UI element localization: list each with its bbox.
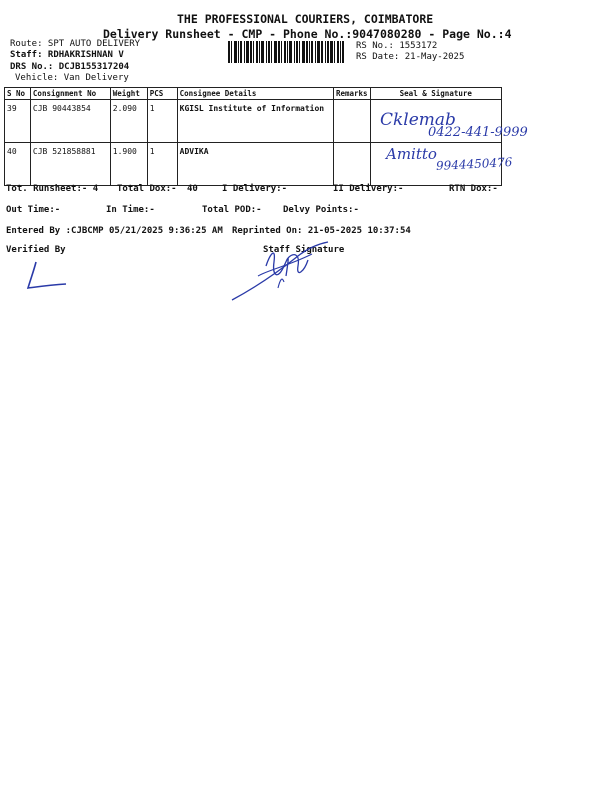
cell-weight: 1.900 bbox=[110, 143, 147, 186]
col-weight: Weight bbox=[110, 88, 147, 100]
runsheet-title: Delivery Runsheet - CMP - Phone No.:9047080280 - Page No.:4 bbox=[103, 27, 512, 41]
col-signature: Seal & Signature bbox=[370, 88, 501, 100]
i-delivery: I Delivery:- bbox=[222, 184, 288, 194]
in-time: In Time:- bbox=[106, 205, 155, 215]
cell-consignment: CJB 521858881 bbox=[30, 143, 110, 186]
verifier-signature bbox=[22, 258, 72, 294]
ii-delivery: II Delivery:- bbox=[333, 184, 404, 194]
staff-signature bbox=[228, 236, 338, 306]
cell-pcs: 1 bbox=[147, 143, 177, 186]
tot-runsheet: Tot. Runsheet:- 4 bbox=[6, 184, 99, 194]
cell-weight: 2.090 bbox=[110, 100, 147, 143]
cell-remarks bbox=[333, 143, 370, 186]
company-name: THE PROFESSIONAL COURIERS, COIMBATORE bbox=[177, 12, 434, 26]
handwritten-signature-1: Cklemab bbox=[380, 110, 456, 130]
col-consignee: Consignee Details bbox=[177, 88, 333, 100]
rtn-dox: RTN Dox:- bbox=[449, 184, 498, 194]
rs-number: RS No.: 1553172 bbox=[356, 41, 438, 51]
entered-by: Entered By :CJBCMP 05/21/2025 9:36:25 AM bbox=[6, 226, 223, 236]
handwritten-phone-1: 0422-441-9999 bbox=[428, 125, 528, 140]
col-sno: S No bbox=[5, 88, 31, 100]
barcode bbox=[228, 41, 348, 63]
cell-sno: 39 bbox=[5, 100, 31, 143]
rs-date: RS Date: 21-May-2025 bbox=[356, 52, 465, 62]
route-label: Route: SPT AUTO DELIVERY bbox=[10, 39, 141, 49]
cell-consignment: CJB 90443854 bbox=[30, 100, 110, 143]
total-dox-value: 40 bbox=[187, 184, 198, 194]
vehicle-label: Vehicle: Van Delivery bbox=[15, 73, 129, 83]
total-dox: Total Dox:- bbox=[117, 184, 177, 194]
delvy-points: Delvy Points:- bbox=[283, 205, 359, 215]
staff-signature-label: Staff Signature bbox=[263, 245, 345, 255]
cell-remarks bbox=[333, 100, 370, 143]
reprinted-on: Reprinted On: 21-05-2025 10:37:54 bbox=[232, 226, 411, 236]
col-consignment: Consignment No bbox=[30, 88, 110, 100]
handwritten-phone-2: 9944450476 bbox=[435, 155, 513, 173]
cell-consignee: ADVIKA bbox=[177, 143, 333, 186]
table-header-row bbox=[5, 88, 502, 100]
total-pod: Total POD:- bbox=[202, 205, 262, 215]
staff-label: Staff: RDHAKRISHNAN V bbox=[10, 50, 124, 60]
verified-by: Verified By bbox=[6, 245, 66, 255]
out-time: Out Time:- bbox=[6, 205, 61, 215]
handwritten-signature-2: Amitto bbox=[386, 145, 437, 163]
cell-consignee: KGISL Institute of Information bbox=[177, 100, 333, 143]
col-remarks: Remarks bbox=[333, 88, 370, 100]
col-pcs: PCS bbox=[147, 88, 177, 100]
drs-number: DRS No.: DCJB155317204 bbox=[10, 62, 130, 72]
cell-pcs: 1 bbox=[147, 100, 177, 143]
cell-sno: 40 bbox=[5, 143, 31, 186]
